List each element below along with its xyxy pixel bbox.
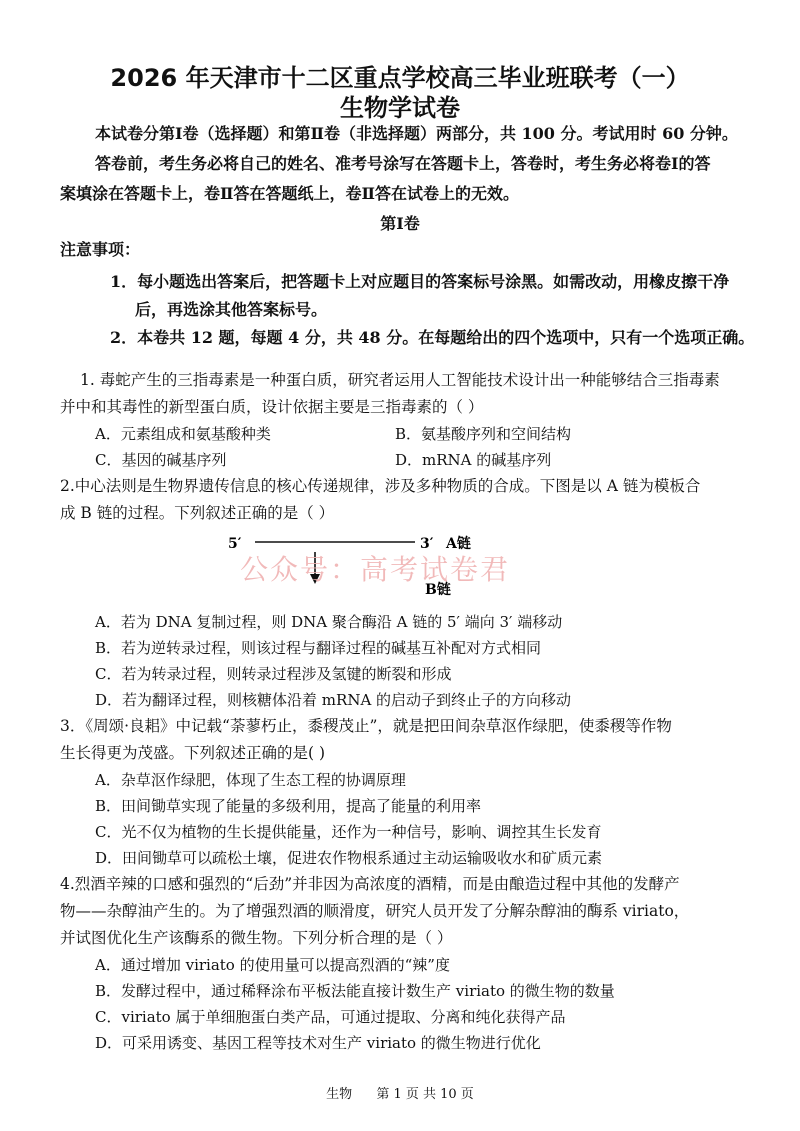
question-4-option-a: A．通过增加 viriato 的使用量可以提高烈酒的“辣”度 <box>95 956 450 974</box>
five-prime-label: 5′ <box>228 536 242 552</box>
intro-line-2: 答卷前，考生务必将自己的姓名、准考号涂写在答题卡上，答卷时，考生务必将卷Ⅰ的答 <box>95 154 711 173</box>
question-2-option-c: C．若为转录过程，则转录过程涉及氢键的断裂和形成 <box>95 665 452 683</box>
question-1-option-b: B．氨基酸序列和空间结构 <box>395 425 572 443</box>
notice-item-1: 1．每小题选出答案后，把答题卡上对应题目的答案标号涂黑。如需改动，用橡皮擦干净 <box>110 272 730 291</box>
question-2-stem-cont: 成 B 链的过程。下列叙述正确的是（ ） <box>60 504 335 522</box>
intro-line-3: 案填涂在答题卡上，卷Ⅱ答在答题纸上，卷Ⅱ答在试卷上的无效。 <box>60 184 519 203</box>
question-4-option-b: B．发酵过程中，通过稀释涂布平板法能直接计数生产 viriato 的微生物的数量 <box>95 982 615 1000</box>
question-2-option-d: D．若为翻译过程，则核糖体沿着 mRNA 的启动子到终止子的方向移动 <box>95 691 572 709</box>
three-prime-label: 3′ <box>420 536 434 552</box>
question-3-option-a: A．杂草沤作绿肥，体现了生态工程的协调原理 <box>95 771 406 789</box>
footer-subject: 生物 <box>326 1087 353 1102</box>
question-3-option-c: C．光不仅为植物的生长提供能量，还作为一种信号，影响、调控其生长发育 <box>95 823 602 841</box>
question-4-option-d: D．可采用诱变、基因工程等技术对生产 viriato 的微生物进行优化 <box>95 1034 541 1052</box>
question-3-stem: 3．《周颂·良耜》中记载“荼蓼朽止，黍稷茂止”，就是把田间杂草沤作绿肥，使黍稷等作物 <box>60 717 672 735</box>
notice-item-2: 2．本卷共 12 题，每题 4 分，共 48 分。在每题给出的四个选项中，只有一个选项正确。 <box>110 328 755 347</box>
question-2-option-b: B．若为逆转录过程，则该过程与翻译过程的碱基互补配对方式相同 <box>95 639 542 657</box>
watermark: 公众号：高考试卷君 <box>240 553 511 586</box>
question-4-stem: 4.烈酒辛辣的口感和强烈的“后劲”并非因为高浓度的酒精，而是由酿造过程中其他的发酵产 <box>60 875 680 893</box>
strand-a-label: A链 <box>446 536 471 552</box>
strand-b-label: B链 <box>425 582 451 598</box>
question-1-stem: 1. 毒蛇产生的三指毒素是一种蛋白质，研究者运用人工智能技术设计出一种能够结合三指毒素 <box>80 371 720 389</box>
question-2-stem: 2.中心法则是生物界遗传信息的核心传递规律，涉及多种物质的合成。下图是以 A 链为模板合 <box>60 477 701 495</box>
question-2-option-a: A．若为 DNA 复制过程，则 DNA 聚合酶沿 A 链的 5′ 端向 3′ 端移动 <box>95 613 563 631</box>
section-title: 第Ⅰ卷 <box>380 214 420 233</box>
intro-line-1: 本试卷分第Ⅰ卷（选择题）和第Ⅱ卷（非选择题）两部分，共 100 分。考试用时 60 分钟。 <box>95 124 738 143</box>
notice-item-1-cont: 后，再选涂其他答案标号。 <box>135 300 328 319</box>
question-1-stem-cont: 并中和其毒性的新型蛋白质，设计依据主要是三指毒素的（ ） <box>60 398 484 416</box>
notice-label: 注意事项： <box>60 240 141 259</box>
question-4-stem-cont: 物——杂醇油产生的。为了增强烈酒的顺滑度，研究人员开发了分解杂醇油的酶系 viriato， <box>60 902 690 920</box>
question-3-option-d: D．田间锄草可以疏松土壤，促进农作物根系通过主动运输吸收水和矿质元素 <box>95 849 603 867</box>
question-4-option-c: C．viriato 属于单细胞蛋白类产品，可通过提取、分离和纯化获得产品 <box>95 1008 566 1026</box>
question-4-stem-cont-2: 并试图优化生产该酶系的微生物。下列分析合理的是（ ） <box>60 929 453 947</box>
question-1-option-d: D．mRNA 的碱基序列 <box>395 451 552 469</box>
question-1-option-c: C．基因的碱基序列 <box>95 451 227 469</box>
exam-subtitle: 生物学试卷 <box>340 94 460 122</box>
question-1-option-a: A．元素组成和氨基酸种类 <box>95 425 271 443</box>
question-3-option-b: B．田间锄草实现了能量的多级利用，提高了能量的利用率 <box>95 797 482 815</box>
exam-title: 2026 年天津市十二区重点学校高三毕业班联考（一） <box>110 64 690 92</box>
footer-page-number: 第 1 页 共 10 页 <box>376 1087 474 1102</box>
question-3-stem-cont: 生长得更为茂盛。下列叙述正确的是( ) <box>60 744 326 762</box>
page-footer <box>0 1083 800 1102</box>
